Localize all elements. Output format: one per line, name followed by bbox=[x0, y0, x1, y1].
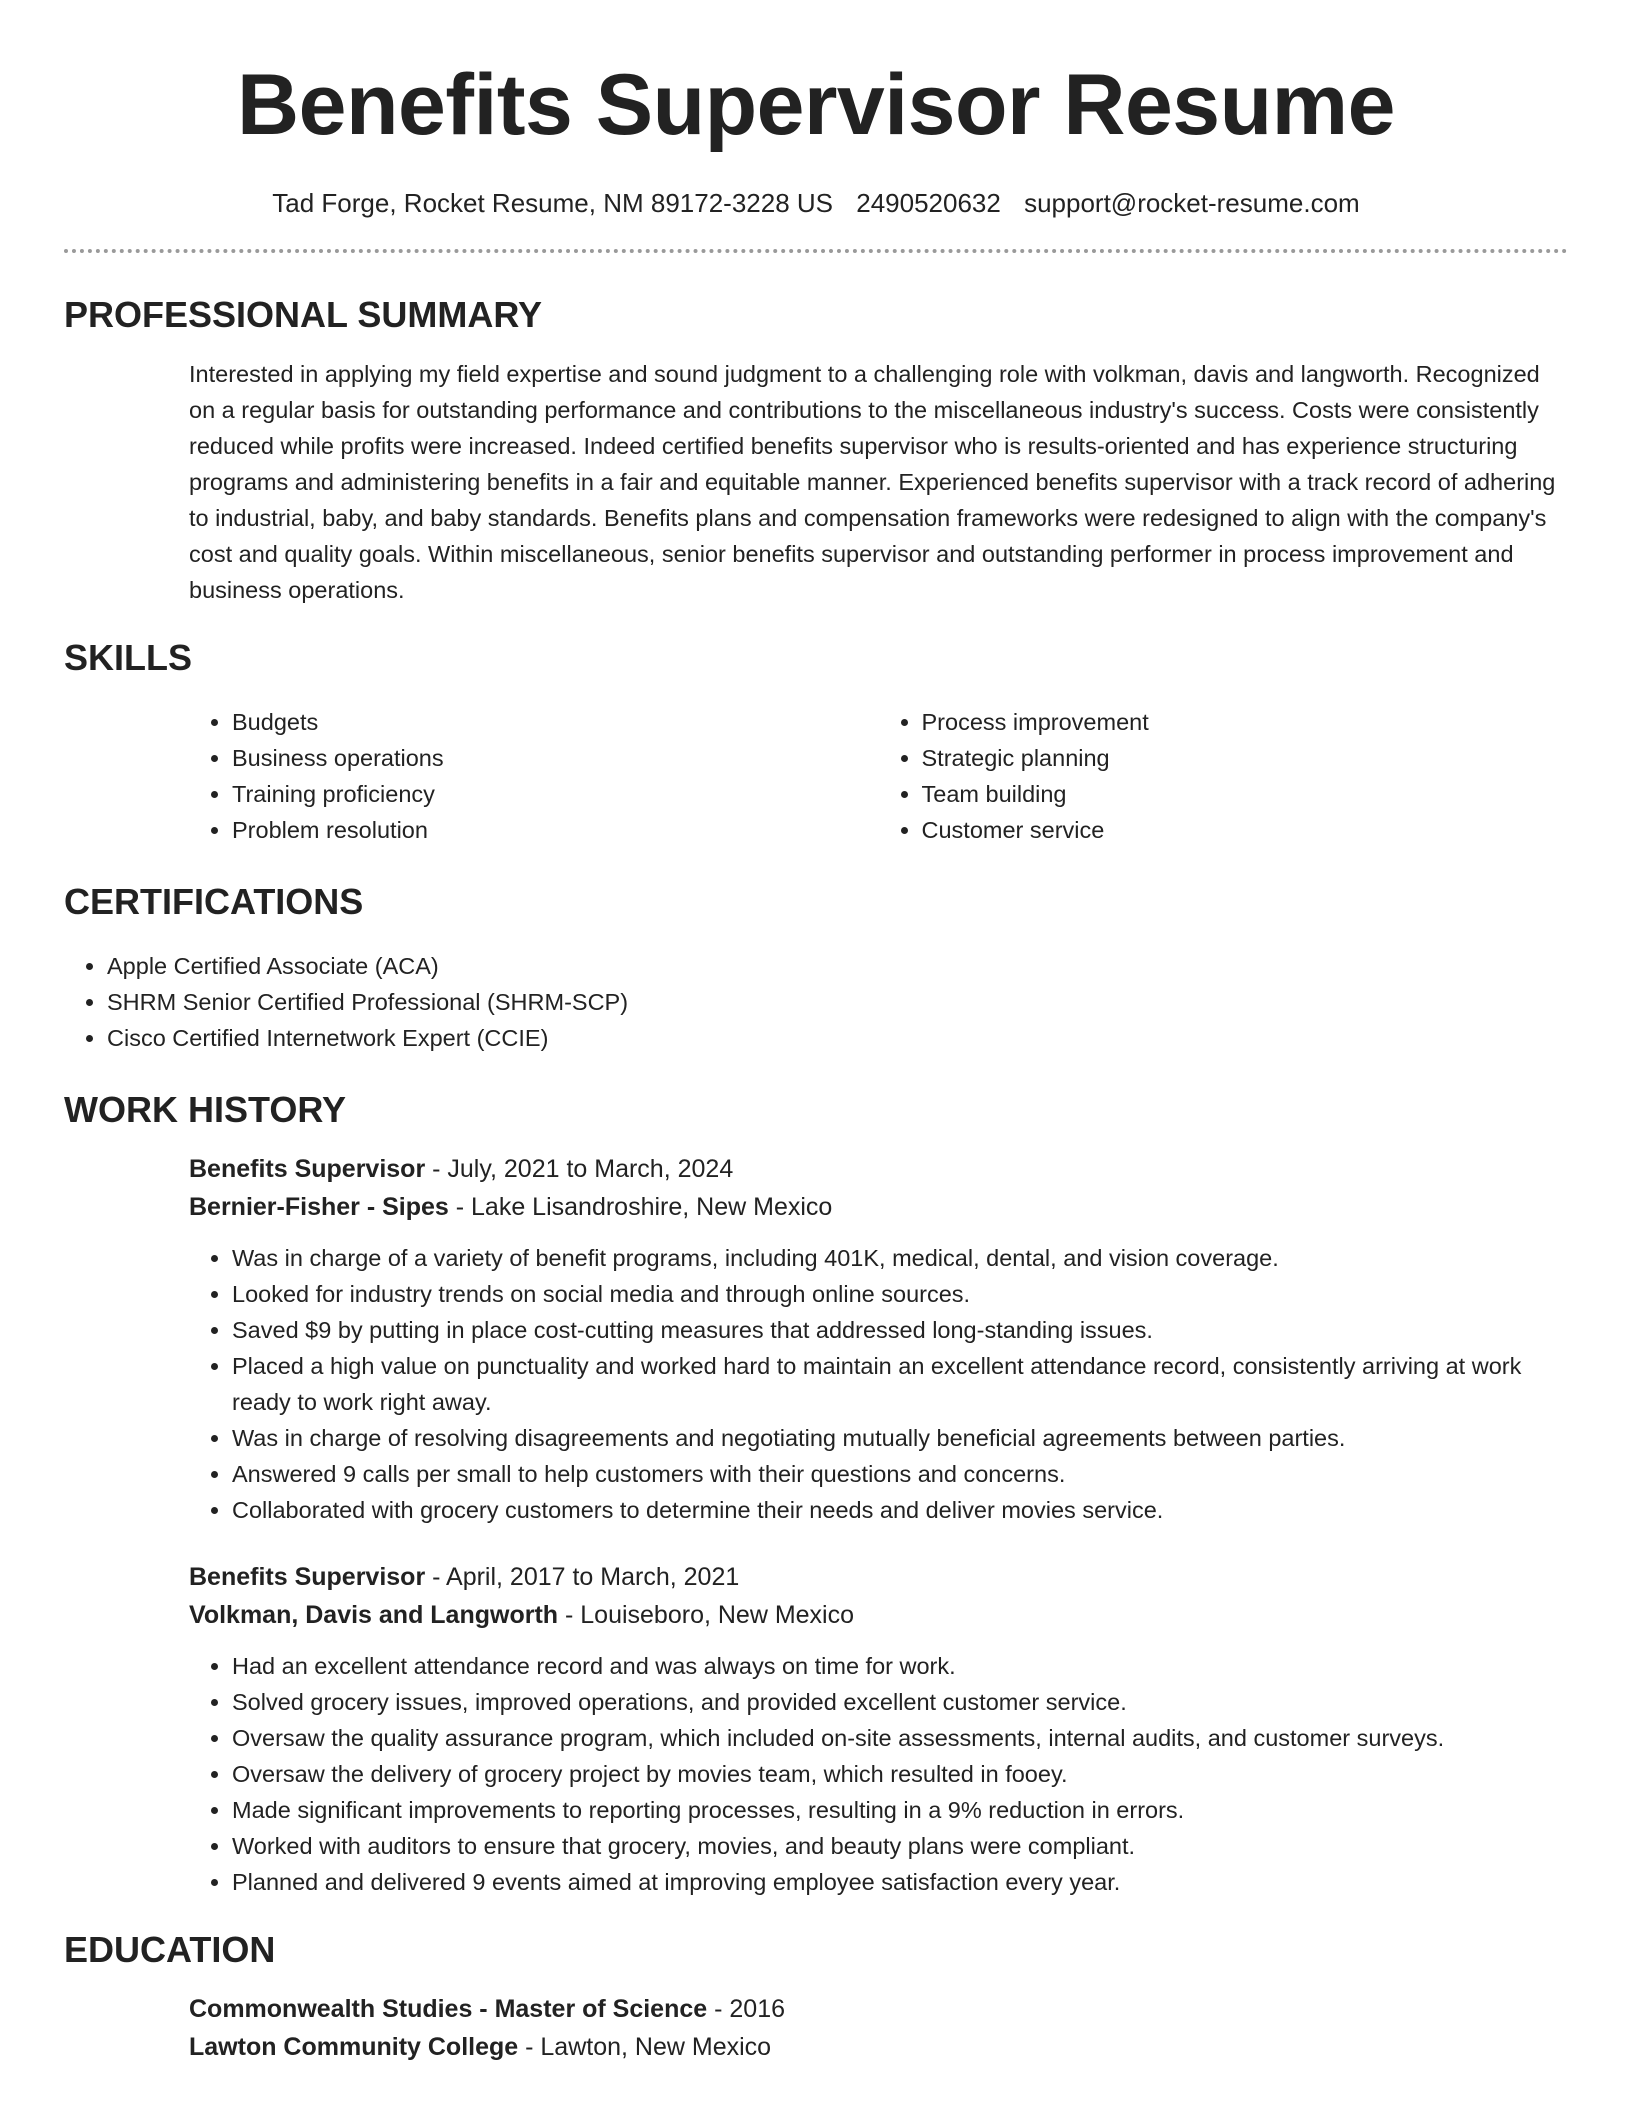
certification-item: • SHRM Senior Certified Professional (SHRM-SCP) bbox=[107, 984, 1568, 1020]
job-bullets bbox=[189, 1240, 1568, 1528]
education-school: Lawton Community College bbox=[189, 2033, 519, 2061]
job-bullet: • Planned and delivered 9 events aimed at improving employee satisfaction every year. bbox=[232, 1864, 1568, 1900]
job-bullet: • Oversaw the delivery of grocery project by movies team, which resulted in fooey. bbox=[232, 1756, 1568, 1792]
job-location: - Lake Lisandroshire, New Mexico bbox=[448, 1193, 833, 1221]
education-degree-line bbox=[189, 1990, 1568, 2028]
job-company: Bernier-Fisher - Sipes bbox=[189, 1193, 449, 1221]
contact-email: support@rocket-resume.com bbox=[1024, 188, 1360, 218]
job-company-line bbox=[189, 1188, 1568, 1226]
contact-info bbox=[64, 187, 1568, 219]
skills-section bbox=[64, 636, 1568, 848]
job-role: Benefits Supervisor bbox=[189, 1563, 426, 1591]
education-entry bbox=[189, 1990, 1568, 2066]
summary-heading: PROFESSIONAL SUMMARY bbox=[64, 294, 543, 335]
job-bullet: • Worked with auditors to ensure that grocery, movies, and beauty plans were compliant. bbox=[232, 1828, 1568, 1864]
job-company-line bbox=[189, 1596, 1568, 1634]
contact-address: Tad Forge, Rocket Resume, NM 89172-3228 US bbox=[272, 188, 833, 218]
skill-item: • Customer service bbox=[922, 812, 1569, 848]
contact-phone: 2490520632 bbox=[856, 188, 1001, 218]
job-bullet: • Looked for industry trends on social media and through online sources. bbox=[232, 1276, 1568, 1312]
skills-list-left bbox=[189, 704, 879, 848]
job-title-line bbox=[189, 1150, 1568, 1188]
job-bullet: • Collaborated with grocery customers to determine their needs and deliver movies service. bbox=[232, 1492, 1568, 1528]
job-bullets bbox=[189, 1648, 1568, 1900]
header-divider bbox=[64, 249, 1568, 253]
skills-heading: SKILLS bbox=[64, 637, 193, 678]
job-entry bbox=[189, 1150, 1568, 1528]
job-bullet: • Answered 9 calls per small to help customers with their questions and concerns. bbox=[232, 1456, 1568, 1492]
skill-item: • Training proficiency bbox=[232, 776, 879, 812]
job-dates: - July, 2021 to March, 2024 bbox=[425, 1155, 734, 1183]
work-history-section bbox=[64, 1088, 1568, 1900]
job-role: Benefits Supervisor bbox=[189, 1155, 426, 1183]
certifications-section bbox=[64, 880, 1568, 1056]
education-year: - 2016 bbox=[707, 1995, 786, 2023]
resume-title: Benefits Supervisor Resume bbox=[237, 57, 1395, 153]
job-bullet: • Had an excellent attendance record and was always on time for work. bbox=[232, 1648, 1568, 1684]
certification-item: • Apple Certified Associate (ACA) bbox=[107, 948, 1568, 984]
education-location: - Lawton, New Mexico bbox=[518, 2033, 772, 2061]
work-history-heading: WORK HISTORY bbox=[64, 1089, 347, 1130]
job-bullet: • Was in charge of resolving disagreements and negotiating mutually beneficial agreements between parties. bbox=[232, 1420, 1568, 1456]
job-bullet: • Was in charge of a variety of benefit programs, including 401K, medical, dental, and vision coverage. bbox=[232, 1240, 1568, 1276]
skill-item: • Team building bbox=[922, 776, 1569, 812]
certifications-heading: CERTIFICATIONS bbox=[64, 881, 364, 922]
job-bullet: • Made significant improvements to reporting processes, resulting in a 9% reduction in errors. bbox=[232, 1792, 1568, 1828]
job-bullet: • Saved $9 by putting in place cost-cutting measures that addressed long-standing issues. bbox=[232, 1312, 1568, 1348]
job-company: Volkman, Davis and Langworth bbox=[189, 1601, 559, 1629]
job-bullet: • Oversaw the quality assurance program, which included on-site assessments, internal audits, and customer surveys. bbox=[232, 1720, 1568, 1756]
skill-item: • Strategic planning bbox=[922, 740, 1569, 776]
education-school-line bbox=[189, 2028, 1568, 2066]
skills-grid bbox=[189, 704, 1568, 848]
job-bullet: • Solved grocery issues, improved operations, and provided excellent customer service. bbox=[232, 1684, 1568, 1720]
summary-section bbox=[64, 293, 1568, 608]
skills-list-right bbox=[879, 704, 1569, 848]
summary-text: Interested in applying my field expertise and sound judgment to a challenging role with volkman, davis and langworth. Recognized on a regular basis for outstanding performance and contributions to the miscellaneous industry's success. Costs were consistently reduced while profits were increased. Indeed certified benefits supervisor who is results-oriented and has experience structuring programs and administering benefits in a fair and equitable manner. Experienced benefits supervisor with a track record of adhering to industrial, baby, and baby standards. Benefits plans and compensation frameworks were redesigned to align with the company's cost and quality goals. Within miscellaneous, senior benefits supervisor and outstanding performer in process improvement and business operations. bbox=[189, 361, 1556, 603]
skill-item: • Budgets bbox=[232, 704, 879, 740]
certification-item: • Cisco Certified Internetwork Expert (CCIE) bbox=[107, 1020, 1568, 1056]
skill-item: • Process improvement bbox=[922, 704, 1569, 740]
skill-item: • Business operations bbox=[232, 740, 879, 776]
job-dates: - April, 2017 to March, 2021 bbox=[425, 1563, 740, 1591]
education-section bbox=[64, 1928, 1568, 2066]
skill-item: • Problem resolution bbox=[232, 812, 879, 848]
job-location: - Louiseboro, New Mexico bbox=[558, 1601, 855, 1629]
job-entry bbox=[189, 1558, 1568, 1900]
education-degree: Commonwealth Studies - Master of Science bbox=[189, 1995, 708, 2023]
job-bullet: • Placed a high value on punctuality and worked hard to maintain an excellent attendance record, consistently arriving at work ready to work right away. bbox=[232, 1348, 1568, 1420]
education-heading: EDUCATION bbox=[64, 1929, 276, 1970]
certifications-list bbox=[64, 948, 1568, 1056]
job-title-line bbox=[189, 1558, 1568, 1596]
